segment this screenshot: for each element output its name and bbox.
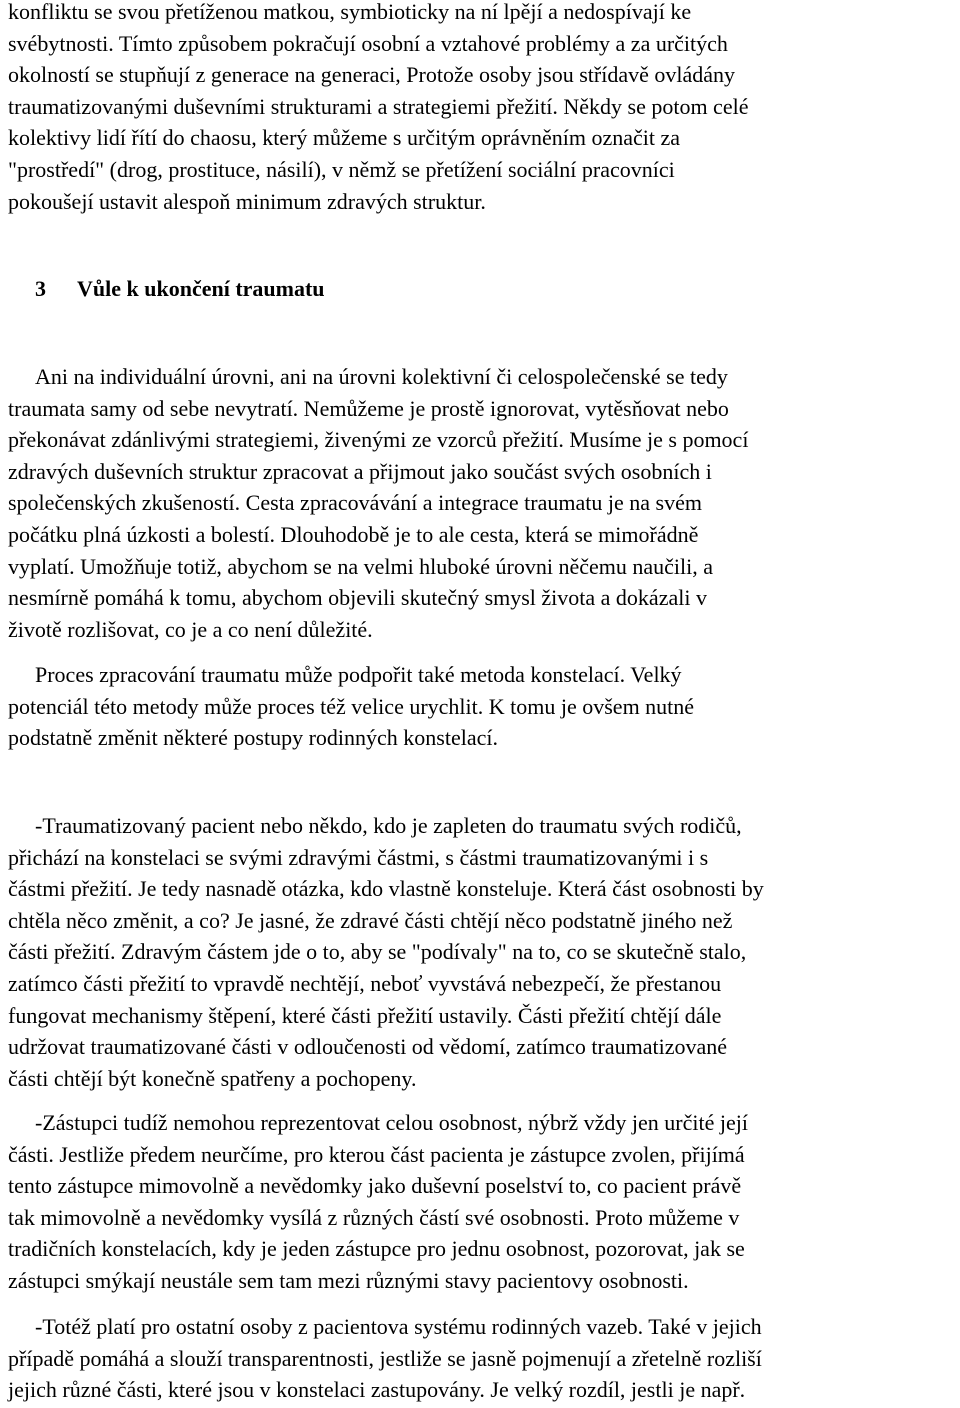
text-line: potenciál této metody může proces též velice urychlit. K tomu je ovšem nutné (8, 693, 695, 719)
section-heading (8, 273, 325, 305)
text-line: kolektivy lidí řítí do chaosu, který můžeme s určitým oprávněním označit za (8, 125, 681, 151)
text-line: podstatně změnit některé postupy rodinných konstelací. (8, 725, 498, 751)
paragraph-traumatized-patient (8, 810, 764, 1094)
text-line: -Traumatizovaný pacient nebo někdo, kdo je zapleten do traumatu svých rodičů, (35, 813, 742, 838)
paragraph-representatives (8, 1107, 748, 1297)
text-line: traumata samy od sebe nevytratí. Nemůžeme je prostě ignorovat, vytěsňovat nebo (8, 395, 729, 421)
text-line: překonávat zdánlivými strategiemi, živenými ze vzorců přežití. Musíme je s pomocí (8, 427, 749, 453)
text-line: částmi přežití. Je tedy nasnadě otázka, kdo vlastně konsteluje. Která část osobnosti by (8, 876, 764, 902)
text-line: zatímco části přežití to vpravdě nechtějí, neboť vyvstává nebezpečí, že přestanou (8, 970, 722, 996)
text-line: konfliktu se svou přetíženou matkou, symbioticky na ní lpějí a nedospívají ke (8, 0, 692, 24)
section-title: Vůle k ukončení traumatu (77, 276, 325, 301)
paragraph-trauma-levels (8, 361, 748, 645)
text-line: části. Jestliže předem neurčíme, pro kterou část pacienta je zástupce zvolen, přijímá (8, 1141, 745, 1167)
text-line: tento zástupce mimovolně a nevědomky jako duševní poselství to, co pacient právě (8, 1173, 742, 1199)
text-line: tak mimovolně a nevědomky vysílá z různých částí své osobnosti. Proto můžeme v (8, 1204, 740, 1230)
text-line: počátku plná úzkosti a bolestí. Dlouhodobě je to ale cesta, která se mimořádně (8, 521, 699, 547)
text-line: případě pomáhá a slouží transparentnosti, jestliže se jasně pojmenují a zřetelně rozliší (8, 1345, 762, 1371)
text-line: přichází na konstelaci se svými zdravými částmi, s částmi traumatizovanými i s (8, 844, 709, 870)
paragraph-intro (8, 0, 748, 217)
text-line: svébytnosti. Tímto způsobem pokračují osobní a vztahové problémy a za určitých (8, 30, 728, 56)
text-line: traumatizovanými duševními strukturami a strategiemi přežití. Někdy se potom celé (8, 93, 749, 119)
text-line: -Totéž platí pro ostatní osoby z pacientova systému rodinných vazeb. Také v jejich (35, 1314, 762, 1339)
text-line: části chtějí být konečně spatřeny a pochopeny. (8, 1065, 417, 1091)
text-line: nesmírně pomáhá k tomu, abychom objevili skutečný smysl života a dokázali v (8, 585, 707, 611)
text-line: udržovat traumatizované části v odloučenosti od vědomí, zatímco traumatizované (8, 1034, 728, 1060)
text-line: chtěla něco změnit, a co? Je jasné, že zdravé části chtějí něco podstatně jiného než (8, 907, 733, 933)
section-number: 3 (35, 276, 46, 301)
text-line: zdravých duševních struktur zpracovat a přijmout jako součást svých osobních i (8, 458, 712, 484)
text-line: jejich různé části, které jsou v konstelaci zastupovány. Je velký rozdíl, jestli je např. (8, 1377, 746, 1403)
text-line: části přežití. Zdravým částem jde o to, aby se "podívaly" na to, co se skutečně stalo, (8, 939, 747, 965)
text-line: zástupci smýkají neustále sem tam mezi různými stavy pacientovy osobnosti. (8, 1267, 689, 1293)
paragraph-constellation-method (8, 659, 694, 754)
text-line: "prostředí" (drog, prostituce, násilí), v němž se přetížení sociální pracovníci (8, 156, 675, 182)
text-line: pokoušejí ustavit alespoň minimum zdravých struktur. (8, 188, 486, 214)
text-line: -Zástupci tudíž nemohou reprezentovat celou osobnost, nýbrž vždy jen určité její (35, 1110, 748, 1135)
text-line: Ani na individuální úrovni, ani na úrovni kolektivní či celospolečenské se tedy (35, 364, 728, 389)
text-line: společenských zkušeností. Cesta zpracovávání a integrace traumatu je na svém (8, 490, 702, 516)
text-line: životě rozlišovat, co je a co není důležité. (8, 616, 373, 642)
text-line: tradičních konstelacích, kdy je jeden zástupce pro jednu osobnost, pozorovat, jak se (8, 1236, 745, 1262)
text-line: fungovat mechanismy štěpení, které části přežití ustavily. Části přežití chtějí dále (8, 1002, 722, 1028)
text-line: okolností se stupňují z generace na generaci, Protože osoby jsou střídavě ovládány (8, 62, 736, 88)
text-line: Proces zpracování traumatu může podpořit také metoda konstelací. Velký (35, 662, 682, 687)
text-line: vyplatí. Umožňuje totiž, abychom se na velmi hluboké úrovni něčemu naučili, a (8, 553, 714, 579)
paragraph-family-system (8, 1311, 762, 1406)
